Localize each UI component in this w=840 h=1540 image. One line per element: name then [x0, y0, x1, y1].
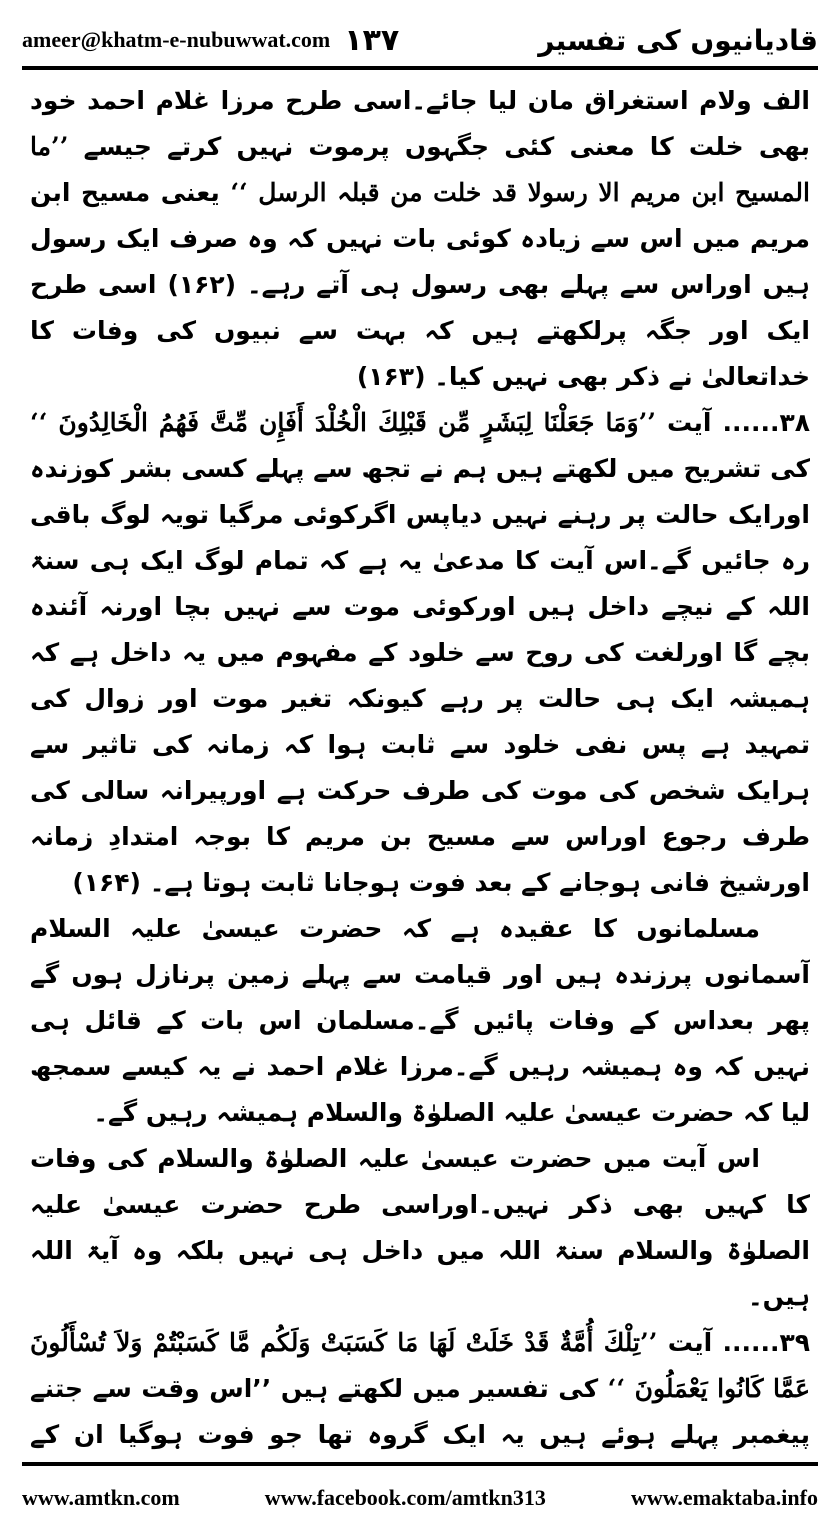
paragraph-5-text: کی تفسیر میں لکھتے ہیں ’’اس وقت سے جتنے پیغمبر پہلے ہوئے ہیں یہ ایک گروہ تھا جو فوت ہوگیا ان کے [30, 1374, 810, 1449]
header-divider [22, 66, 818, 70]
paragraph-2-label: آیت [667, 408, 712, 437]
paragraph-5-ayah: ’’تِلْكَ أُمَّةٌ قَدْ خَلَتْ لَهَا مَا كَسَبَتْ وَلَكُم مَّا كَسَبْتُمْ وَلاَ تُسْأَلُونَ عَمَّا كَانُوا يَعْمَلُونَ ‘‘ [30, 1328, 810, 1403]
paragraph-2 [30, 400, 810, 906]
footer-link-amtkn[interactable]: www.amtkn.com [22, 1485, 180, 1510]
item-number-39: ۳۹...... [722, 1328, 810, 1357]
paragraph-1-ayah: ’’ما المسیح ابن مریم الا رسولا قد خلت من قبلہ الرسل ‘‘ [30, 132, 810, 207]
paragraph-4: اس آیت میں حضرت عیسیٰ علیہ الصلوٰۃ والسلام کی وفات کا کہیں بھی ذکر نہیں۔اوراسی طرح حضرت عیسیٰ علیہ الصلوٰۃ والسلام سنۃ اللہ میں داخل ہی نہیں بلکہ وہ آیۃ اللہ ہیں۔ [30, 1144, 810, 1311]
reference-163: (۱۶۳) [356, 362, 426, 391]
paragraph-2-ayah: ’’وَمَا جَعَلْنَا لِبَشَرٍ مِّن قَبْلِكَ الْخُلْدَ أَفَإِن مِّتَّ فَهُمُ الْخَالِدُونَ ‘‘ [30, 408, 657, 437]
paragraph-5 [30, 1320, 810, 1450]
paragraph-5-label: آیت [667, 1328, 713, 1357]
page-footer [22, 1478, 818, 1518]
page-header [22, 18, 818, 62]
footer-divider [22, 1462, 818, 1466]
paragraph-1 [30, 78, 810, 400]
paragraph-3: مسلمانوں کا عقیدہ ہے کہ حضرت عیسیٰ علیہ السلام آسمانوں پرزندہ ہیں اور قیامت سے پہلے زمین پرنازل ہوں گے پھر بعداس کے وفات پائیں گے۔مسلمان اس بات کے قائل ہی نہیں کہ وہ ہمیشہ رہیں گے۔مرزا غلام احمد نے یہ کیسے سمجھ لیا کہ حضرت عیسیٰ علیہ الصلوٰۃ والسلام ہمیشہ رہیں گے۔ [30, 914, 810, 1127]
reference-162: (۱۶۲) [167, 270, 237, 299]
footer-link-facebook[interactable]: www.facebook.com/amtkn313 [264, 1485, 546, 1510]
reference-164: (۱۶۴) [72, 868, 141, 897]
footer-link-emaktaba[interactable]: www.emaktaba.info [630, 1485, 818, 1510]
item-number-38: ۳۸...... [722, 408, 810, 437]
header-left-group [22, 23, 399, 58]
page-body [30, 78, 810, 1450]
paragraph-1-text-c: اسی طرح ایک اور جگہ پرلکھتے ہیں کہ بہت سے نبیوں کی وفات کا خداتعالیٰ نے ذکر بھی نہیں کیا۔ [30, 270, 810, 391]
paragraph-2-text: کی تشریح میں لکھتے ہیں ہم نے تجھ سے پہلے کسی بشر کوزندہ اورایک حالت پر رہنے نہیں دیاپس اگرکوئی مرگیا تویہ لوگ باقی رہ جائیں گے۔اس آیت کا مدعیٰ یہ ہے کہ تمام لوگ ایک ہی سنۃ اللہ کے نیچے داخل ہیں اورکوئی موت سے نہیں بچا اورنہ آئندہ بچے گا اورلغت کی روح سے خلود کے مفہوم میں یہ داخل ہے کہ ہمیشہ ایک ہی حالت پر رہے کیونکہ تغیر موت اور زوال کی تمہید ہے پس نفی خلود سے ثابت ہوا کہ زمانہ کی تاثیر سے ہرایک شخص کی موت کی طرف حرکت ہے اورپیرانہ سالی کی طرف رجوع اوراس سے مسیح بن مریم کا بوجہ امتدادِ زمانہ اورشیخ فانی ہوجانے کے بعد فوت ہوجانا ثابت ہوتا ہے۔ [30, 454, 810, 897]
book-title: قادیانیوں کی تفسیر [538, 23, 818, 57]
paragraph-1-text-b: یعنی مسیح ابن مریم میں اس سے زیادہ کوئی بات نہیں کہ وہ صرف ایک رسول ہیں اوراس سے پہلے بھی رسول ہی آتے رہے۔ [30, 178, 810, 299]
paragraph-1-text: الف ولام استغراق مان لیا جائے۔اسی طرح مرزا غلام احمد خود بھی خلت کا معنی کئی جگہوں پرموت نہیں کرتے جیسے [30, 86, 810, 161]
header-email: ameer@khatm-e-nubuwwat.com [22, 27, 331, 52]
page-number: ۱۳۷ [344, 22, 400, 58]
